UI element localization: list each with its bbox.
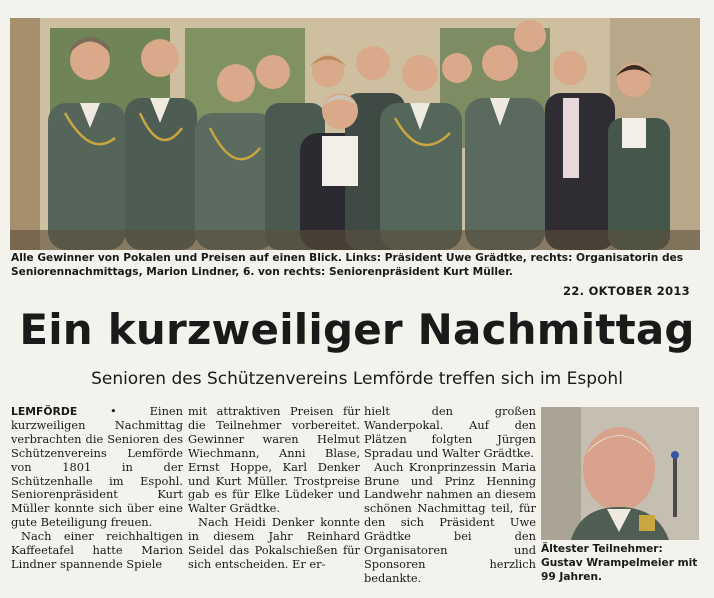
column-1-paragraph-1-text: • Einen kurzweiligen Nachmittag verbrachten die Senioren des Schützenvereins Lemförde von 1801 in der Schützenhalle im Espohl. Seniorenpräsident Kurt Müller konnte sich über eine gute Beteiligung freuen.: [11, 404, 183, 530]
article-column-2: [188, 405, 360, 572]
column-3-paragraph-2: Auch Kronprinzessin Maria Brune und Prinz Henning Landwehr nahmen an diesem schönen Nachmittag teil, für den sich Präsident Uwe Grädtke bei den Organisatoren und Sponsoren herzlich bedankte.: [364, 459, 536, 585]
group-photo: [10, 18, 700, 250]
column-2-paragraph-1: mit attraktiven Preisen für die Teilnehmer vorbereitet. Gewinner waren Helmut Wiechmann, Anni Blase, Ernst Hoppe, Karl Denker und Kurt Müller. Trostpreise gab es für Elke Lüdeker und Walter Grädtke.: [188, 404, 360, 516]
headline: Ein kurzweiliger Nachmittag: [19, 305, 695, 354]
photo-caption: Alle Gewinner von Pokalen und Preisen auf einen Blick. Links: Präsident Uwe Grädtke, rechts: Organisatorin des Seniorennachmittags, Marion Lindner, 6. von rechts: Seniorenpräsident Kurt Müller.: [11, 252, 684, 278]
publication-date: 22. OKTOBER 2013: [563, 284, 690, 298]
article-column-1: [11, 405, 183, 572]
portrait-photo: [541, 407, 699, 540]
column-1-paragraph-1: [11, 405, 183, 530]
article-column-3: [364, 405, 536, 586]
column-3-paragraph-1: hielt den großen Wanderpokal. Auf den Plätzen folgten Jürgen Spradau und Walter Grädtke.: [364, 404, 536, 460]
subheadline: Senioren des Schützenvereins Lemförde treffen sich im Espohl: [91, 369, 623, 389]
dateline: LEMFÖRDE: [11, 405, 78, 418]
column-2-paragraph-2: Nach Heidi Denker konnte in diesem Jahr Reinhard Seidel das Pokalschießen für sich entscheiden. Er er-: [188, 515, 360, 571]
column-1-paragraph-2: Nach einer reichhaltigen Kaffeetafel hatte Marion Lindner spannende Spiele: [11, 529, 183, 571]
portrait-illustration: [541, 407, 699, 540]
portrait-caption: Ältester Teilnehmer: Gustav Wrampelmeier mit 99 Jahren.: [541, 543, 698, 583]
group-photo-illustration: [10, 18, 700, 250]
